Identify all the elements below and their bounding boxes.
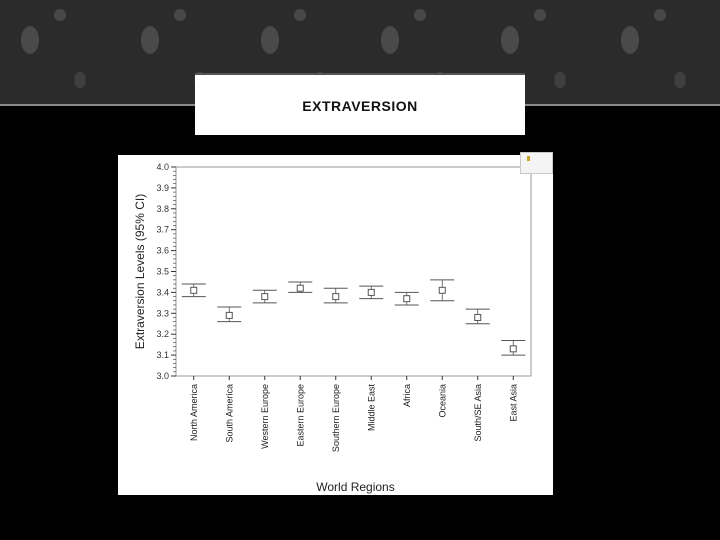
data-point-marker [404, 296, 410, 302]
x-tick-label: South America [224, 384, 235, 443]
y-tick-label: 3.2 [156, 329, 169, 340]
x-axis-label: World Regions [316, 480, 395, 494]
y-tick-label: 3.6 [156, 245, 169, 256]
y-tick-label: 4.0 [156, 162, 169, 172]
y-tick-label: 3.5 [156, 266, 169, 277]
y-axis-label: Extraversion Levels (95% CI) [133, 193, 147, 350]
y-tick-label: 3.8 [156, 203, 169, 214]
error-bar-chart [118, 155, 553, 495]
x-tick-label: Eastern Europe [295, 384, 306, 447]
y-tick-label: 3.9 [156, 182, 169, 193]
y-tick-label: 3.4 [156, 287, 169, 298]
chart-panel [118, 155, 553, 495]
cropped-legend-fragment [520, 152, 553, 174]
x-tick-label: Middle East [366, 384, 377, 432]
data-point-marker [333, 294, 339, 300]
x-tick-label: Oceania [437, 384, 448, 418]
x-tick-label: North America [188, 384, 199, 442]
data-point-marker [368, 289, 374, 295]
data-point-marker [262, 294, 268, 300]
data-point-marker [191, 287, 197, 293]
x-tick-label: South/SE Asia [472, 384, 483, 442]
data-point-marker [226, 312, 232, 318]
x-tick-label: Western Europe [259, 384, 270, 449]
plot-frame [176, 167, 531, 376]
data-point-marker [475, 314, 481, 320]
x-tick-label: Africa [401, 384, 412, 408]
data-point-marker [297, 285, 303, 291]
y-tick-label: 3.3 [156, 308, 169, 319]
data-point-marker [510, 346, 516, 352]
slide-title-box [195, 73, 525, 135]
x-tick-label: Southern Europe [330, 384, 341, 453]
legend-icon [527, 156, 530, 161]
slide-title: EXTRAVERSION [302, 98, 418, 114]
x-tick-label: East Asia [508, 384, 519, 422]
y-tick-label: 3.0 [156, 371, 169, 381]
data-point-marker [439, 287, 445, 293]
y-tick-label: 3.7 [156, 224, 169, 235]
y-tick-label: 3.1 [156, 350, 169, 361]
